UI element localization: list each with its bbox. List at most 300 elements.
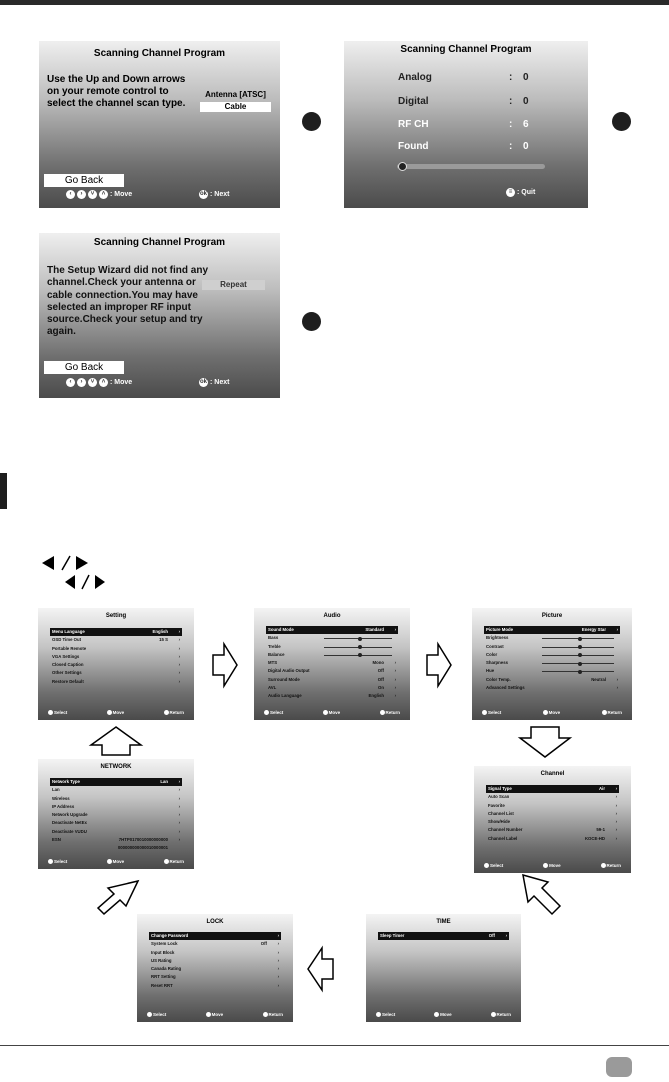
scan-progress-screen [344,41,588,208]
chevron-right-icon: › [615,819,617,825]
menu-row[interactable] [50,636,182,644]
menu-row-label: MTS [268,660,278,666]
menu-row-slider[interactable] [542,638,614,639]
nav-hint [376,1012,395,1017]
menu-row-slider[interactable] [324,647,392,648]
chevron-right-icon: › [178,629,180,634]
nav-hint [380,710,401,715]
menu-row[interactable] [266,643,398,651]
menu-row-label: Other Settings [52,670,82,676]
chevron-right-icon: › [505,933,507,938]
menu-nav-hints [482,710,622,715]
chevron-right-icon: › [394,627,396,632]
left-icon: ‹ [66,378,75,387]
instruction-line: select the channel scan type. [47,98,186,109]
ok-icon: ok [199,379,207,385]
nav-dot-icon [48,859,53,864]
menu-row-label: Input Block [151,949,175,955]
stat-sep: : [509,96,513,107]
nav-hint-label: Return [385,709,400,715]
nav-dot-icon [107,859,112,864]
menu-row[interactable] [50,811,182,819]
menu-row[interactable] [484,676,620,684]
top-bar [0,0,669,5]
lock-menu [137,914,293,1022]
screen-title: Scanning Channel Program [93,48,226,59]
chevron-right-icon: › [178,779,180,784]
nav-hint-label: Return [169,858,184,864]
menu-row-label: Wireless [52,795,70,801]
slider-knob[interactable] [578,645,582,649]
slider-knob[interactable] [358,653,362,657]
menu-row-value: KOCE-HD [584,835,605,841]
chevron-right-icon: › [277,949,279,955]
chevron-right-icon: › [277,933,279,938]
menu-row-label: Treble [268,643,281,649]
menu-row-value: Neutral [591,676,606,682]
chevron-right-icon: › [178,787,180,793]
menu-row-label: IP Address [52,803,75,809]
chevron-right-icon: › [616,627,618,632]
menu-row[interactable] [486,802,619,810]
menu-row-label: Restore Default [52,678,84,684]
nav-hint [543,863,561,868]
menu-row-label: Balance [268,651,285,657]
menu-row[interactable] [149,932,281,940]
nav-hints [66,378,132,387]
menu-row[interactable] [266,634,398,642]
menu-row-label: Menu Language [52,629,85,634]
section-tab [0,473,7,509]
nav-hint-label: Select [54,858,68,864]
menu-row[interactable] [149,957,281,965]
menu-row[interactable] [484,626,620,634]
down-icon: ˅ [88,190,97,199]
chevron-right-icon: › [615,802,617,808]
menu-nav-hints [48,859,184,864]
nav-hint-label: Select [488,709,502,715]
menu-row-label: Change Password [151,933,189,938]
nav-dot-icon [206,1012,211,1017]
nav-dot-icon [264,710,269,715]
menu-row[interactable] [486,818,619,826]
message-line: source.Check your setup and try [47,314,203,326]
nav-hint [164,859,185,864]
menu-row-label: System Lock [151,941,178,947]
menu-row-label: Lan [52,787,60,793]
menu-row-label: Reset RRT [151,982,173,988]
nav-dot-icon [491,1012,496,1017]
menu-row-label: VGA Settings [52,653,80,659]
menu-row-label: Canada Rating [151,966,182,972]
menu-row-label: Deactivate VUDU [52,828,87,834]
menu-title: Channel [540,771,565,777]
menu-row-label: Closed Caption [52,662,84,668]
menu-row-value: 7HTP0170010000000000 [118,837,168,843]
menu-row[interactable] [50,645,182,653]
chevron-right-icon: › [615,786,617,791]
nav-hint-label: Select [382,1011,396,1017]
right-icon: › [77,190,86,199]
menu-row[interactable] [50,628,182,636]
menu-row-label: Portable Remote [52,645,87,651]
nav-hint [323,710,341,715]
menu-row-value: Off [260,941,267,947]
stat-label: Analog [398,72,432,83]
slider-knob[interactable] [358,645,362,649]
menu-row-value: 15 S [159,637,168,643]
nav-hints [66,190,132,199]
nav-hint-label: Move [548,709,561,715]
message-line: cable connection.You may have [47,289,198,301]
chevron-right-icon: › [178,812,180,818]
nav-dot-icon [48,710,53,715]
chevron-right-icon: › [178,828,180,834]
menu-row-label: Deactivate NetEx [52,820,87,826]
menu-row[interactable] [484,643,620,651]
menu-row-label: Channel Number [488,827,523,833]
time-menu [366,914,521,1022]
menu-row[interactable] [486,810,619,818]
menu-row[interactable] [50,669,182,677]
menu-row-label: RRT Setting [151,974,176,980]
picture-menu [472,608,632,720]
stat-sep: : [509,119,513,130]
menu-row-label: Bass [268,635,279,641]
menu-row-label: Network Upgrade [52,812,88,818]
nav-hint [48,710,67,715]
footer-line [0,1045,669,1046]
message-line: selected an improper RF input [47,301,191,313]
menu-row[interactable] [484,651,620,659]
menu-row[interactable] [50,803,182,811]
stat-label: Found [398,141,429,152]
nav-hint [601,863,622,868]
chevron-right-icon: › [178,637,180,643]
menu-row-slider[interactable] [324,638,392,639]
nav-hint-label: Move [328,709,341,715]
step-bullet [302,112,321,131]
chevron-right-icon: › [277,941,279,947]
nav-hint [434,1012,452,1017]
chevron-right-icon: › [277,982,279,988]
nav-dot-icon [434,1012,439,1017]
menu-row-value: English [152,629,168,634]
left-icon: ‹ [66,190,75,199]
chevron-right-icon: › [616,676,618,682]
menu-row[interactable] [149,940,281,948]
menu-row[interactable] [266,684,398,692]
menu-icon: ≡ [506,188,515,197]
nav-hint-label: Move [549,862,561,868]
menu-row-label: Brightness [486,635,509,641]
stat-value: 0 [523,96,529,107]
nav-hint-label: Return [496,1011,511,1017]
up-icon: ˄ [99,378,108,387]
menu-row-label: Show/Hide [488,819,510,825]
nav-dot-icon [380,710,385,715]
instruction-line: Use the Up and Down arrows [47,74,186,85]
screen-title: Scanning Channel Program [93,237,226,248]
go-back-button[interactable]: Go Back [44,174,124,187]
menu-row-label: Surround Mode [268,676,300,682]
menu-row-value: Standard [365,627,384,632]
menu-row-label: Network Type [52,779,80,784]
stat-sep: : [509,72,513,83]
up-icon: ˄ [99,190,108,199]
menu-row[interactable] [50,661,182,669]
menu-row-label: Channel Label [488,835,518,841]
menu-row[interactable] [50,678,182,686]
nav-dot-icon [484,863,489,868]
menu-row-value: Off [377,676,384,682]
chevron-right-icon: › [277,974,279,980]
menu-row[interactable] [266,667,398,675]
nav-hint-label: Select [54,709,68,715]
menu-row-value: Air [599,786,605,791]
next-hint [199,378,229,387]
nav-dot-icon [543,710,548,715]
nav-dot-icon [164,710,169,715]
nav-hint-label: Select [270,709,284,715]
menu-title: LOCK [206,919,224,925]
stat-label: Digital [398,96,429,107]
nav-hint [206,1012,224,1017]
repeat-button[interactable]: Repeat [202,280,265,290]
scan-progress-bar [397,164,545,169]
menu-row[interactable] [486,785,619,793]
menu-row-label: US Rating [151,957,172,963]
menu-row-value: Lan [160,779,168,784]
menu-row-label: Color [486,651,498,657]
menu-row[interactable] [50,778,182,786]
down-icon: ˅ [88,378,97,387]
nav-hint [484,863,503,868]
slider-knob[interactable] [578,662,582,666]
progress-knob [398,162,407,171]
quit-hint [506,188,535,197]
chevron-right-icon: › [178,678,180,684]
menu-row[interactable] [50,653,182,661]
nav-dot-icon [107,710,112,715]
menu-row-slider[interactable] [542,655,614,656]
menu-row[interactable] [149,973,281,981]
menu-row[interactable] [486,793,619,801]
menu-row-slider[interactable] [542,671,614,672]
chevron-right-icon: › [178,820,180,826]
stat-sep: : [509,141,513,152]
menu-row[interactable] [50,828,182,836]
menu-row[interactable] [266,676,398,684]
page-badge [606,1057,632,1077]
nav-dot-icon [543,863,548,868]
step-bullet [302,312,321,331]
menu-row[interactable] [50,795,182,803]
menu-nav-hints [484,863,621,868]
menu-row-slider[interactable] [324,655,392,656]
menu-row[interactable] [486,835,619,843]
chevron-right-icon: › [178,670,180,676]
menu-nav-hints [264,710,400,715]
menu-row[interactable] [149,965,281,973]
no-channel-screen [39,233,280,398]
menu-title: Audio [323,613,341,619]
menu-row[interactable] [149,982,281,990]
menu-row[interactable] [484,667,620,675]
nav-hint-label: Move [211,1011,224,1017]
nav-hint [602,710,623,715]
flow-arrow-right-icon [210,641,240,689]
nav-hint-label: Move [112,858,125,864]
menu-row[interactable] [484,659,620,667]
nav-hint-label: Select [490,862,504,868]
menu-row-label: Digital Audio Output [268,668,310,674]
slider-knob[interactable] [578,637,582,641]
chevron-right-icon: › [394,660,396,666]
menu-row-label: Signal Type [488,786,512,791]
chevron-right-icon: › [178,795,180,801]
network-menu [38,759,194,869]
esn-line [50,844,182,852]
nav-hint [264,710,283,715]
menu-row[interactable] [266,626,398,634]
menu-row-label: Channel List [488,810,514,816]
menu-row-label: AVL [268,685,277,691]
menu-row-label: Hue [486,668,495,674]
stat-value: 6 [523,119,529,130]
message-line: The Setup Wizard did not find any [47,265,209,276]
nav-hint-label: Move [112,709,125,715]
move-label: : Move [110,191,133,198]
nav-dot-icon [323,710,328,715]
nav-dot-icon [601,863,606,868]
nav-hint-label: Return [268,1011,283,1017]
menu-row-label: Sleep Timer [380,933,405,938]
chevron-right-icon: › [178,662,180,668]
menu-row[interactable] [266,659,398,667]
menu-row-label: Audio Language [268,693,302,699]
message-text [47,265,208,339]
ok-icon: ok [199,191,207,197]
menu-row-label: Sound Mode [268,627,294,632]
move-label: : Move [110,379,133,386]
nav-dot-icon [263,1012,268,1017]
menu-row-value: 59-1 [596,827,605,833]
menu-title: Setting [105,613,127,619]
menu-row[interactable] [50,819,182,827]
chevron-right-icon: › [178,837,180,843]
nav-dot-icon [147,1012,152,1017]
slider-knob[interactable] [358,637,362,641]
instruction-text [47,74,185,110]
menu-row[interactable] [266,651,398,659]
menu-row-slider[interactable] [542,663,614,664]
flow-arrow-diagonal-icon [520,872,564,918]
message-line: again. [47,326,76,338]
nav-hint-label: Return [606,862,621,868]
chevron-right-icon: › [616,685,618,691]
menu-row-value: Mono [372,660,384,666]
menu-row[interactable] [378,932,509,940]
next-label: : Next [210,379,230,386]
flow-arrow-right-icon [424,641,454,689]
menu-row-label: Contrast [486,643,504,649]
go-back-button[interactable]: Go Back [44,361,124,374]
nav-dot-icon [376,1012,381,1017]
chevron-right-icon: › [615,810,617,816]
right-icon: › [77,378,86,387]
menu-row-label: Sharpness [486,660,508,666]
next-hint [199,190,229,199]
esn-value: 000000000000010000001 [117,845,168,851]
nav-hint [543,710,561,715]
menu-row-label: Picture Mode [486,627,513,632]
slider-knob[interactable] [578,653,582,657]
stat-value: 0 [523,72,529,83]
nav-hint [482,710,501,715]
chevron-right-icon: › [178,803,180,809]
flow-arrow-diagonal-icon [96,878,142,918]
left-right-arrow-icon [40,554,96,572]
nav-hint-label: Select [153,1011,167,1017]
menu-row-label: Color Temp. [486,676,511,682]
scan-type-screen [39,41,280,208]
menu-title: TIME [436,919,451,925]
option-antenna[interactable]: Antenna [ATSC] [205,90,266,99]
option-cable[interactable]: Cable [200,102,271,112]
chevron-right-icon: › [394,668,396,674]
menu-row[interactable] [50,836,182,844]
nav-hint-label: Move [440,1011,452,1017]
menu-nav-hints [376,1012,511,1017]
chevron-right-icon: › [178,653,180,659]
menu-row-label: Advanced Settings [486,685,525,691]
menu-row-value: Off [377,668,384,674]
nav-hint [491,1012,512,1017]
menu-row-value: On [378,685,384,691]
menu-row-label: Auto Scan [488,794,510,800]
menu-row-label: ESN [52,837,61,843]
chevron-right-icon: › [615,827,617,833]
menu-row[interactable] [149,949,281,957]
setting-menu [38,608,194,720]
menu-row-value: Energy Star [581,627,606,632]
menu-title: NETWORK [100,764,132,770]
left-right-arrow-icon [63,573,111,591]
menu-row[interactable] [50,786,182,794]
flow-arrow-down-icon [517,724,573,760]
menu-row[interactable] [484,634,620,642]
nav-hint [48,859,67,864]
chevron-right-icon: › [178,645,180,651]
menu-row[interactable] [486,826,619,834]
menu-row[interactable] [484,684,620,692]
message-line: channel.Check your antenna or [47,277,196,289]
instruction-line: on your remote control to [47,86,169,97]
nav-hint [164,710,185,715]
menu-nav-hints [48,710,184,715]
channel-menu [474,766,631,873]
slider-knob[interactable] [578,670,582,674]
nav-dot-icon [602,710,607,715]
nav-hint [107,859,125,864]
nav-hint-label: Return [607,709,622,715]
menu-row-slider[interactable] [542,647,614,648]
nav-dot-icon [164,859,169,864]
menu-row[interactable] [266,692,398,700]
flow-arrow-up-icon [88,724,144,758]
chevron-right-icon: › [615,794,617,800]
